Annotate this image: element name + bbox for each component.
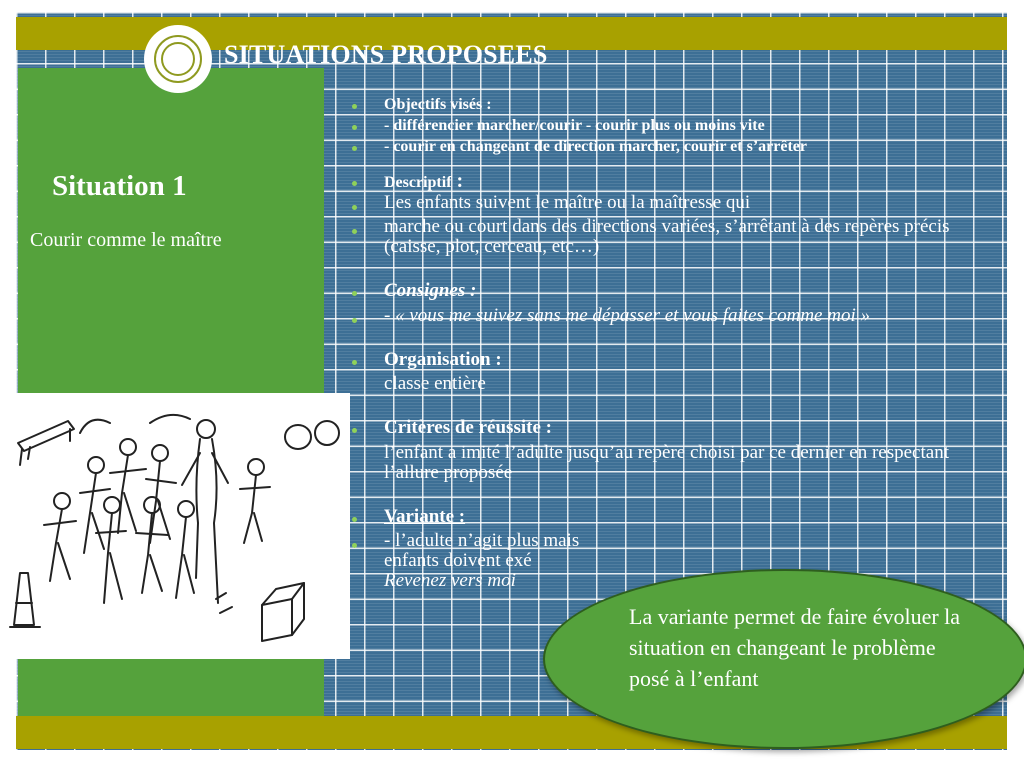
list-item (352, 416, 1002, 440)
critere-1: l’enfant a imité l’adulte jusqu’au repère choisi par ce dernier en respectant l’allure proposée (384, 442, 949, 483)
callout-text: La variante permet de faire évoluer la situation en changeant le problème posé à l’enfant (629, 604, 961, 691)
slide-title: SITUATIONS PROPOSEES (224, 40, 548, 69)
organisation-label: Organisation : (384, 349, 502, 370)
list-item (352, 193, 1002, 213)
list-item (352, 443, 1002, 483)
organisation-1: classe entière (384, 373, 486, 394)
objectif-1: - différencier marcher/courir - courir plus ou moins vite (384, 117, 765, 134)
circle-emblem-icon (144, 25, 212, 93)
list-item (352, 136, 1002, 157)
list-item (352, 374, 1002, 394)
descriptif-colon: : (451, 170, 464, 192)
list-item (352, 94, 1002, 115)
list-item (352, 306, 1002, 326)
situation-subtitle: Courir comme le maître (30, 229, 222, 251)
list-item (352, 531, 1002, 551)
descriptif-1: Les enfants suivent le maître ou la maîtresse qui (384, 192, 751, 213)
consigne-dash: - (384, 305, 396, 326)
variante-3: Revenez vers moi (384, 570, 516, 591)
consigne-1: « vous me suivez sans me dépasser et vous faites comme moi » (395, 305, 870, 326)
children-running-drawing (0, 393, 350, 659)
list-item (352, 505, 1002, 529)
consignes-label: Consignes : (384, 280, 477, 301)
list-item (352, 551, 1002, 571)
list-item (352, 171, 1002, 193)
content-text (352, 94, 1002, 591)
list-item (352, 348, 1002, 372)
criteres-label: Critères de réussite : (384, 417, 552, 438)
variante-label: Variante : (384, 506, 466, 527)
list-item (352, 217, 1002, 257)
variante-1: - l’adulte n’agit plus mais (384, 530, 580, 551)
objectif-2: - courir en changeant de direction marcher, courir et s’arrêter (384, 138, 807, 155)
objectifs-label: Objectifs visés : (384, 96, 492, 113)
variante-2: enfants doivent exé (384, 550, 532, 571)
callout-ellipse (543, 569, 1024, 749)
situation-title: Situation 1 (52, 170, 187, 202)
descriptif-2: marche ou court dans des directions variées, s’arrêtant à des repères précis (caisse, plot, cerceau, etc…) (384, 216, 950, 257)
list-item (352, 279, 1002, 303)
list-item (352, 115, 1002, 136)
descriptif-label: Descriptif (384, 174, 452, 191)
